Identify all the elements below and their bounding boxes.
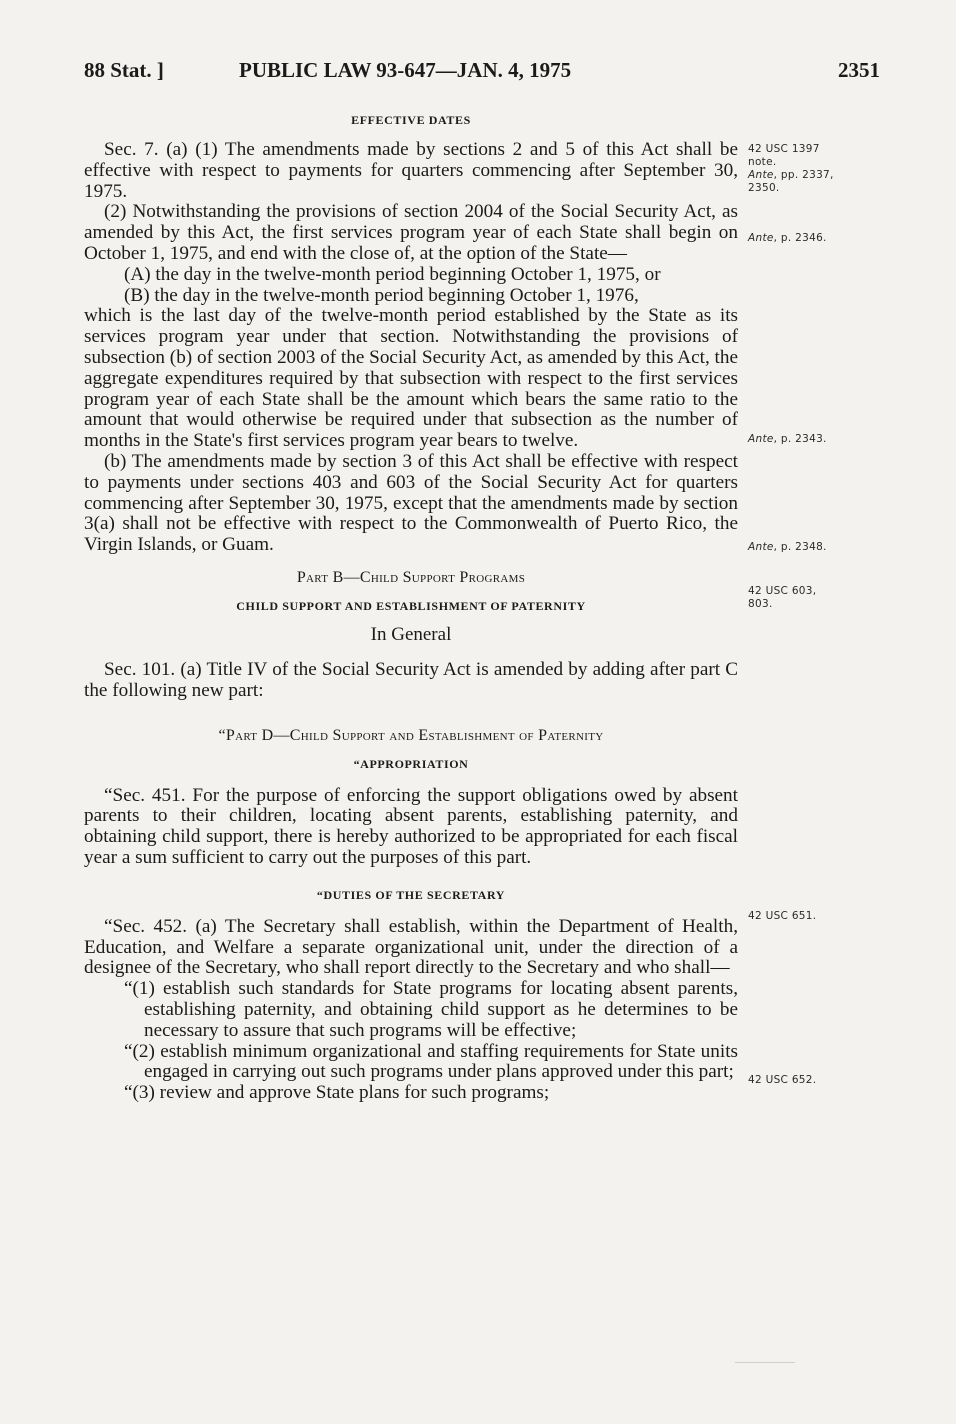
part-b-heading: Part B—Child Support Programs (296, 568, 526, 586)
sec7-a2-continuation: which is the last day of the twelve-month period established by the State as its services program year under that section. Notwithstanding the provisions of subsection (b) of section 2003 of the Social Security Act, as amended by this Act, the aggregate expenditures required by that subsection with respect to the first services program year of each State shall be the amount which bears the same ratio to the amount that would otherwise be required under that subsection as the number of months in the State's first services program year bears to twelve. (84, 305, 738, 452)
sec7-clause-b: (B) the day in the twelve-month period beginning October 1, 1976, (124, 284, 639, 306)
appropriation-heading: “APPROPRIATION (353, 756, 469, 771)
statute-volume: 88 Stat. ] (84, 58, 164, 82)
sec7-clause-a: (A) the day in the twelve-month period beginning October 1, 1975, or (124, 263, 661, 285)
sec451: “Sec. 451. For the purpose of enforcing the support obligations owed by absent parents to their children, locating absent parents, establishing paternity, and obtaining child support, there is hereby authorized to be appropriated for each fiscal year a sum sufficient to carry out the purposes of this part. (84, 784, 738, 868)
page-mark (735, 1362, 795, 1363)
sec452-item-1: “(1) establish such standards for State programs for locating absent parents, establishing paternity, and obtaining child support as he determines to be necessary to assure that such programs will be effective; (124, 978, 738, 1041)
margin-note-42usc651: 42 USC 651. (748, 910, 817, 922)
sec7-a1: Sec. 7. (a) (1) The amendments made by sections 2 and 5 of this Act shall be effective with respect to payments for quarters commencing after September 30, 1975. (84, 139, 738, 202)
margin-note-42usc1397: 42 USC 1397 note. Ante, pp. 2337, 2350. (748, 143, 834, 194)
effective-dates-heading: EFFECTIVE DATES (351, 113, 471, 127)
sec452-intro: “Sec. 452. (a) The Secretary shall establish, within the Department of Health, Education, and Welfare a separate organizational unit, under the direction of a designee of the Secretary, who shall report directly to the Secretary and who shall— (84, 915, 738, 979)
margin-note-ante-2346: Ante, p. 2346. (748, 232, 827, 244)
in-general-heading: In General (370, 623, 452, 645)
sec452-item-2: “(2) establish minimum organizational and staffing requirements for State units engaged in carrying out such programs under plans approved under this part; (124, 1040, 738, 1083)
margin-note-42usc603: 42 USC 603, 803. (748, 585, 817, 610)
margin-note-ante-2348: Ante, p. 2348. (748, 541, 827, 553)
law-title: PUBLIC LAW 93-647—JAN. 4, 1975 (239, 58, 572, 82)
part-d-heading: “Part D—Child Support and Establishment of Paternity (218, 726, 604, 744)
margin-note-ante-2343: Ante, p. 2343. (748, 433, 827, 445)
main-text (84, 110, 738, 1104)
child-support-subheading: CHILD SUPPORT AND ESTABLISHMENT OF PATERNITY (236, 598, 586, 613)
margin-note-42usc652: 42 USC 652. (748, 1074, 817, 1086)
duties-heading: “DUTIES OF THE SECRETARY (316, 887, 506, 902)
page-header (84, 58, 880, 88)
sec101-a: Sec. 101. (a) Title IV of the Social Security Act is amended by adding after part C the following new part: (84, 658, 738, 701)
sec7-b: (b) The amendments made by section 3 of this Act shall be effective with respect to payments under sections 403 and 603 of the Social Security Act for quarters commencing after September 30, 1975, except that the amendments made by section 3(a) shall not be effective with respect to the Commonwealth of Puerto Rico, the Virgin Islands, or Guam. (84, 450, 738, 556)
page-number: 2351 (838, 58, 880, 82)
sec452-item-3: “(3) review and approve State plans for such programs; (124, 1082, 550, 1104)
sec7-a2-intro: (2) Notwithstanding the provisions of section 2004 of the Social Security Act, as amended by this Act, the first services program year of each State shall begin on October 1, 1975, and end with the close of, at the option of the State— (84, 201, 738, 264)
